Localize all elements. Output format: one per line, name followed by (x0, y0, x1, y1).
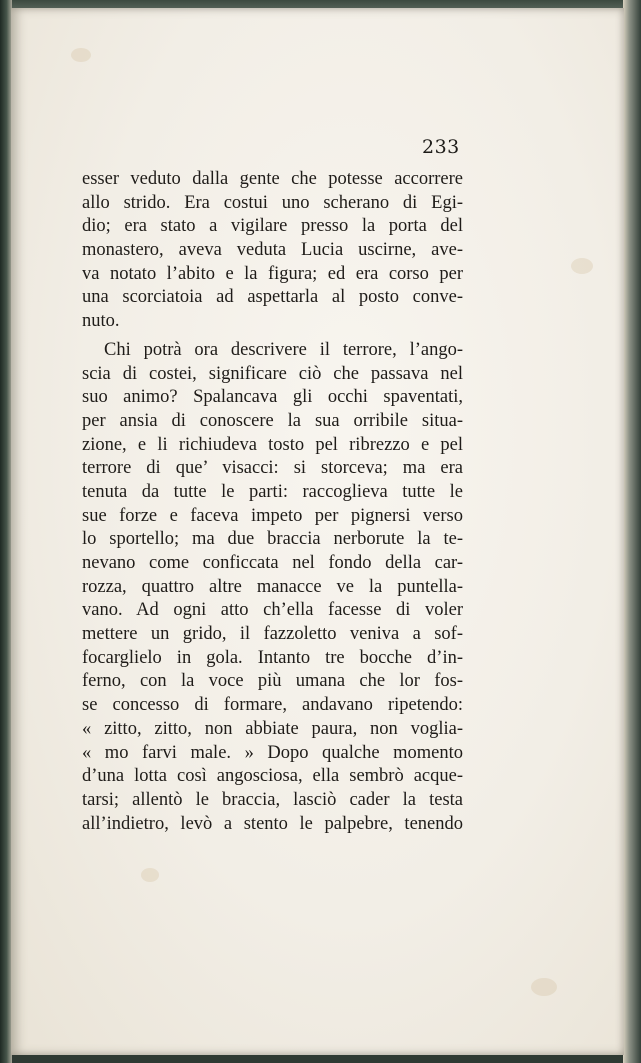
paper-stain (571, 258, 593, 274)
text-line: nevano come conficcata nel fondo della car- (82, 553, 463, 573)
text-line: zione, e li richiudeva tosto pel ribrezzo e pel (82, 434, 463, 455)
text-line: focarglielo in gola. Intanto tre bocche d’in- (82, 647, 463, 668)
text-line: rozza, quattro altre manacce ve la puntella- (82, 576, 463, 597)
text-line: esser veduto dalla gente che potesse accorrere (82, 169, 463, 189)
text-line: tenuta da tutte le parti: raccoglieva tutte le (82, 481, 463, 502)
paper-stain (141, 868, 159, 882)
text-line: lo sportello; ma due braccia nerborute la te- (82, 529, 463, 550)
text-line: scia di costei, significare ciò che passava nel (82, 363, 463, 384)
text-line: vano. Ad ogni atto ch’ella facesse di voler (82, 600, 463, 621)
text-line: se concesso di formare, andavano ripetendo: (82, 695, 463, 716)
page-number: 233 (422, 136, 460, 158)
text-line: Chi potrà ora descrivere il terrore, l’ango- (104, 339, 463, 360)
text-line: terrore di que’ visacci: si storceva; ma era (82, 458, 463, 479)
text-line: va notato l’abito e la figura; ed era corso per (82, 263, 463, 284)
text-line: nuto. (82, 311, 120, 332)
text-line: per ansia di conoscere la sua orribile situa- (82, 410, 463, 431)
text-line: d’una lotta così angosciosa, ella sembrò acque- (82, 766, 463, 787)
paper-stain (71, 48, 91, 62)
text-line: una scorciatoia ad aspettarla al posto conve- (82, 287, 463, 308)
text-line: « mo farvi male. » Dopo qualche momento (82, 742, 463, 763)
text-line: all’indietro, levò a stento le palpebre, tenendo (82, 813, 463, 834)
text-line: « zitto, zitto, non abbiate paura, non voglia- (82, 718, 463, 739)
body-text (82, 168, 463, 836)
text-line: ferno, con la voce più umana che lor fos- (82, 671, 463, 692)
text-line: tarsi; allentò le braccia, lasciò cader la testa (82, 789, 463, 810)
paper-stain (531, 978, 557, 996)
text-line: dio; era stato a vigilare presso la porta del (82, 216, 463, 237)
text-line: sue forze e faceva impeto per pignersi verso (82, 505, 463, 526)
book-binding-right (623, 0, 641, 1063)
text-line: allo strido. Era costui uno scherano di Egi- (82, 192, 463, 213)
paragraph (82, 339, 463, 836)
text-line: monastero, aveva veduta Lucia uscirne, ave- (82, 240, 463, 261)
text-line: suo animo? Spalancava gli occhi spaventati, (82, 387, 463, 408)
text-line: mettere un grido, il fazzoletto veniva a sof- (82, 624, 463, 645)
paragraph (82, 168, 463, 334)
